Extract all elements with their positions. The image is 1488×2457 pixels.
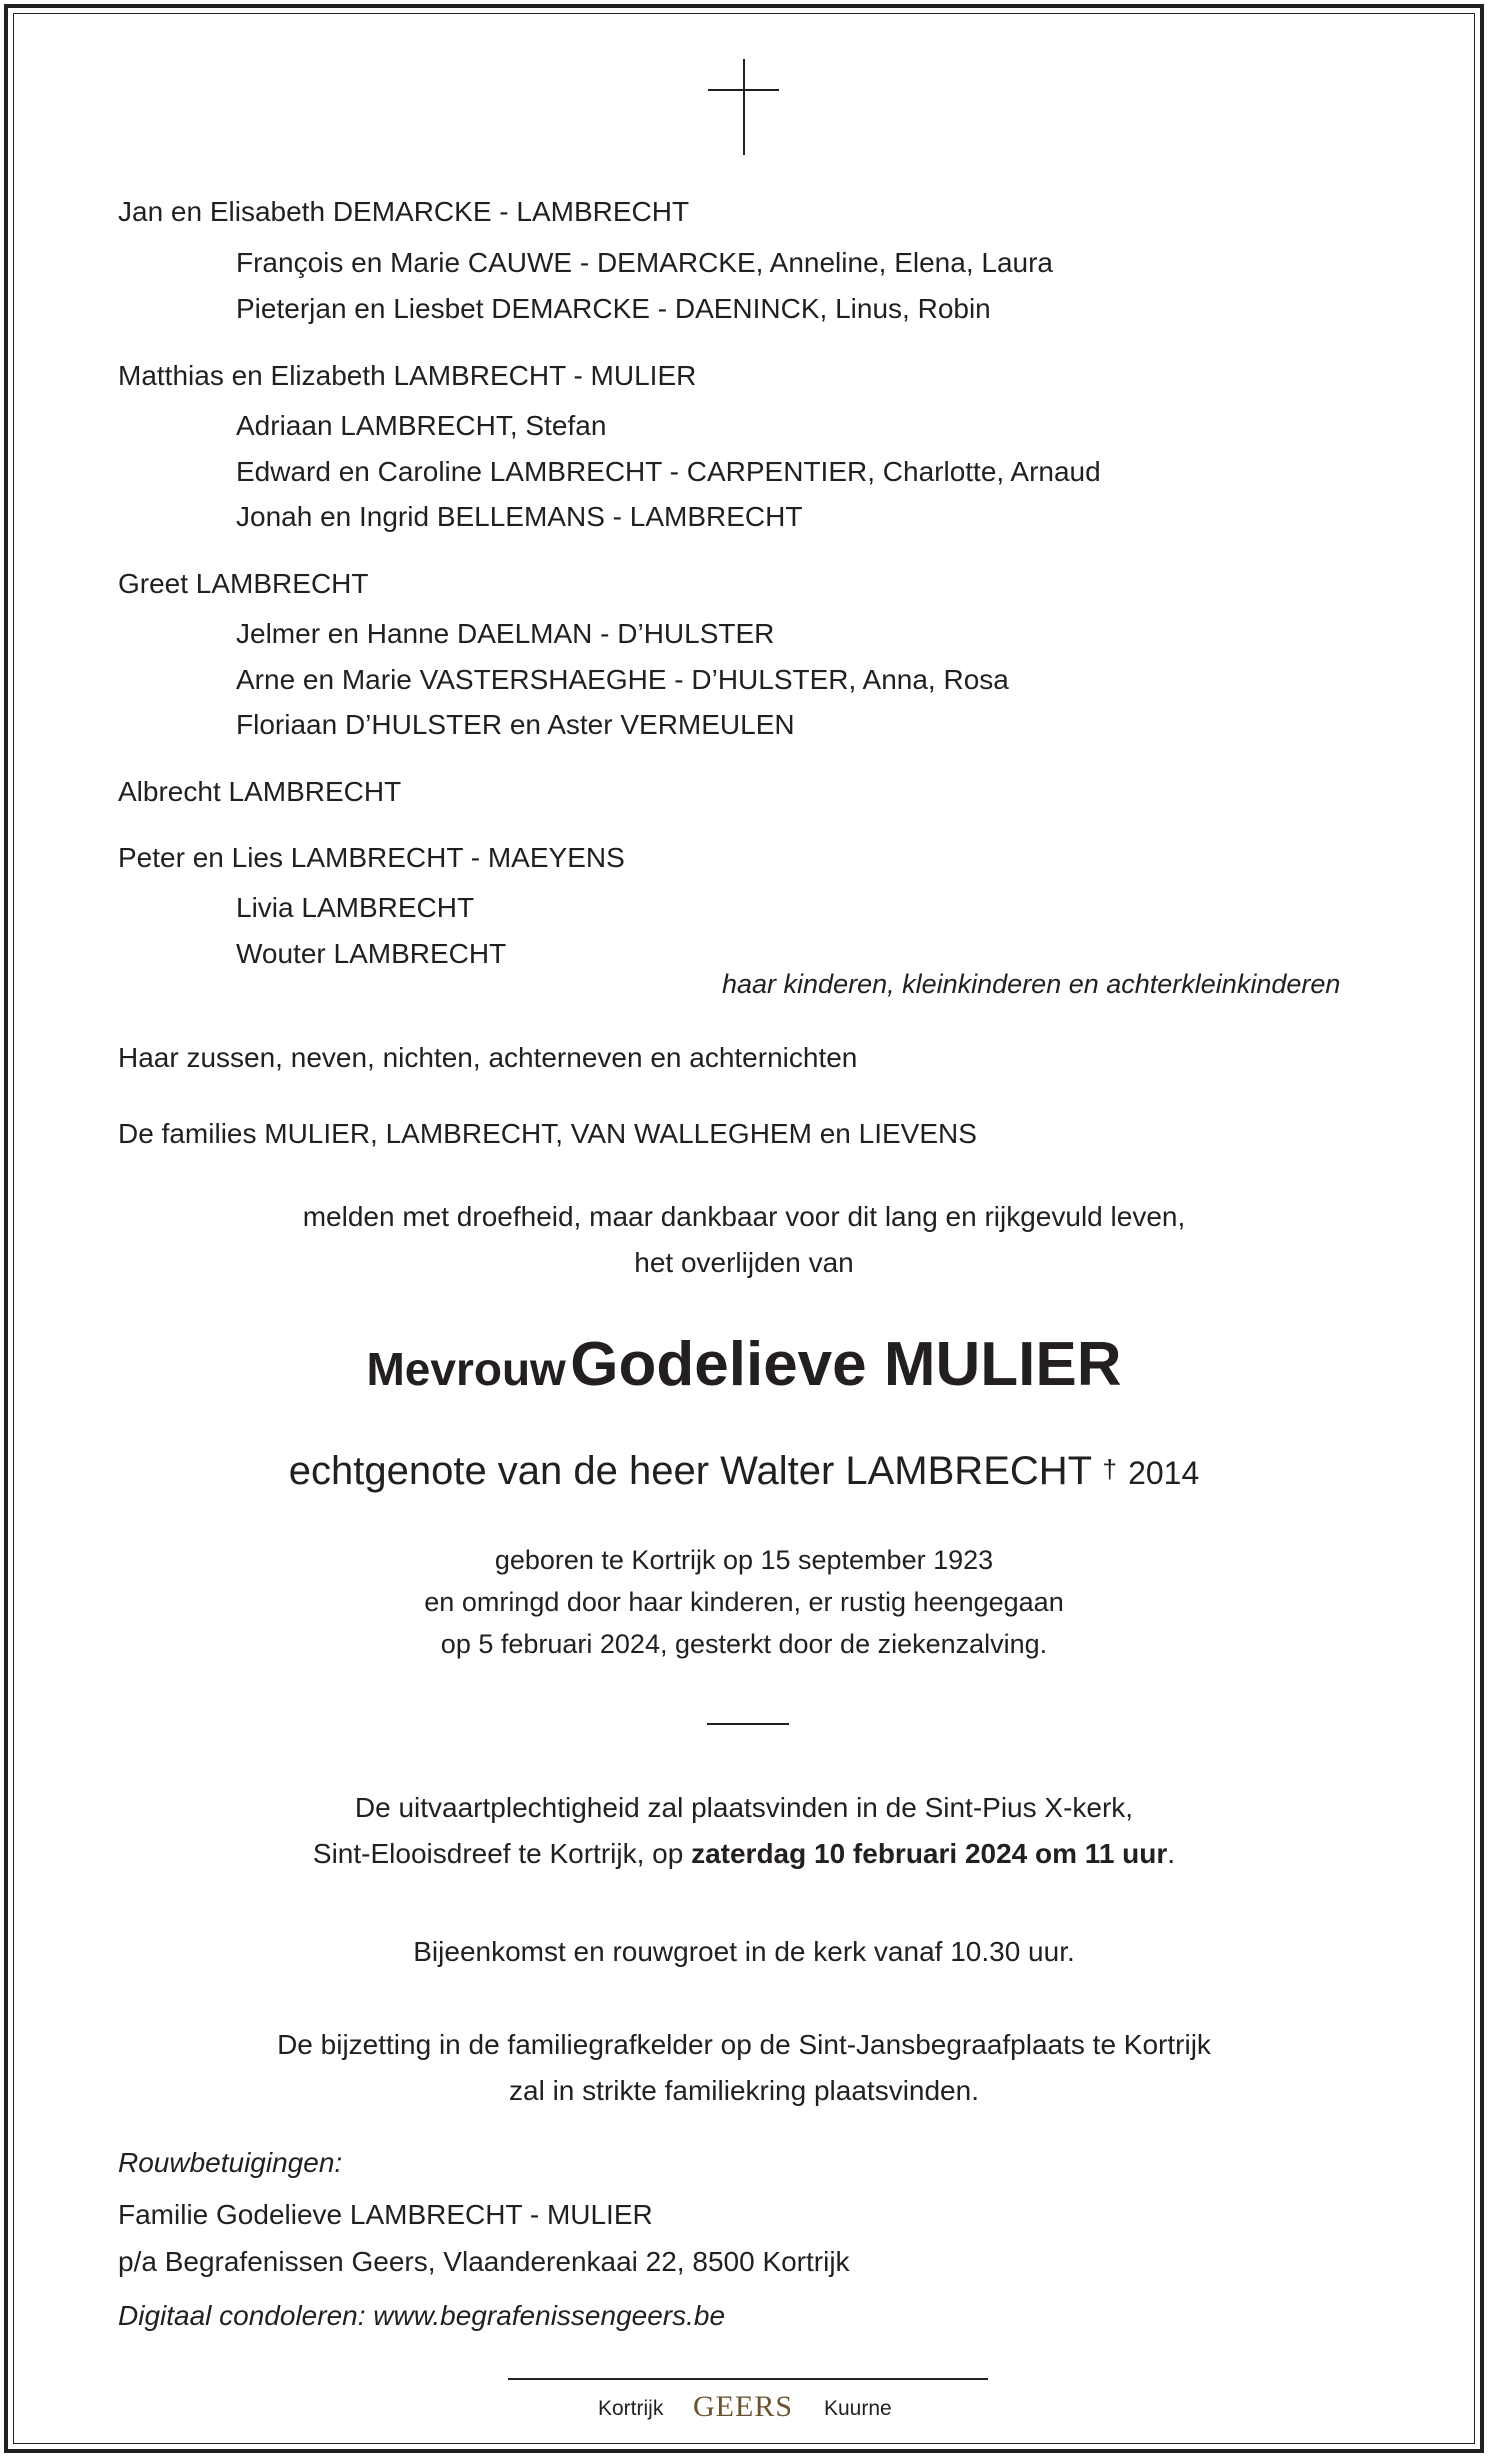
relation-caption: haar kinderen, kleinkinderen en achterkleinkinderen — [722, 969, 1341, 999]
footer-location-left: Kortrijk — [598, 2397, 664, 2420]
deceased-title: Mevrouw — [366, 1343, 566, 1395]
footer-divider — [508, 2378, 988, 2380]
footer-location-right: Kuurne — [824, 2397, 892, 2420]
bio-line: geboren te Kortrijk op 15 september 1923 — [494, 1545, 994, 1575]
condolences-name: Familie Godelieve LAMBRECHT - MULIER — [118, 2199, 653, 2230]
family-head: Albrecht LAMBRECHT — [118, 776, 402, 807]
family-head: Greet LAMBRECHT — [118, 568, 369, 599]
family-child: François en Marie CAUWE - DEMARCKE, Anneline, Elena, Laura — [236, 247, 1053, 278]
bio-line: en omringd door haar kinderen, er rustig heengegaan — [424, 1587, 1064, 1617]
funeral-period: . — [1167, 1838, 1176, 1869]
family-child: Arne en Marie VASTERSHAEGHE - D’HULSTER, Anna, Rosa — [236, 664, 1009, 695]
condolences-address: p/a Begrafenissen Geers, Vlaanderenkaai 22, 8500 Kortrijk — [118, 2246, 850, 2277]
burial-line: De bijzetting in de familiegrafkelder op de Sint-Jansbegraafplaats te Kortrijk — [277, 2029, 1211, 2060]
bio-line: op 5 februari 2024, gesterkt door de ziekenzalving. — [440, 1629, 1048, 1659]
family-child: Pieterjan en Liesbet DEMARCKE - DAENINCK, Linus, Robin — [236, 293, 991, 324]
family-child: Livia LAMBRECHT — [236, 892, 475, 923]
family-child: Edward en Caroline LAMBRECHT - CARPENTIER, Charlotte, Arnaud — [236, 456, 1101, 487]
family-head: Peter en Lies LAMBRECHT - MAEYENS — [118, 842, 625, 873]
deceased-name — [0, 1320, 1488, 1426]
family-child: Jelmer en Hanne DAELMAN - D’HULSTER — [236, 618, 775, 649]
funeral-line: De uitvaartplechtigheid zal plaatsvinden in de Sint-Pius X-kerk, — [354, 1792, 1134, 1823]
deceased-full-name: Godelieve MULIER — [570, 1330, 1122, 1399]
announcement-line: het overlijden van — [634, 1247, 854, 1278]
burial-line: zal in strikte familiekring plaatsvinden. — [509, 2075, 979, 2106]
condolences-label: Rouwbetuigingen: — [118, 2147, 343, 2178]
family-child: Adriaan LAMBRECHT, Stefan — [236, 410, 607, 441]
short-divider — [707, 1723, 789, 1725]
gathering-line: Bijeenkomst en rouwgroet in de kerk vanaf 10.30 uur. — [413, 1936, 1075, 1967]
dagger-icon: † — [1102, 1454, 1117, 1484]
brand-logo: GEERS — [693, 2390, 794, 2423]
family-child: Floriaan D’HULSTER en Aster VERMEULEN — [236, 709, 795, 740]
relatives-line: Haar zussen, neven, nichten, achterneven en achternichten — [118, 1042, 858, 1073]
family-head: Matthias en Elizabeth LAMBRECHT - MULIER — [118, 360, 697, 391]
family-head: Jan en Elisabeth DEMARCKE - LAMBRECHT — [118, 196, 690, 227]
funeral-line-2 — [0, 1834, 1488, 1874]
funeral-place: Sint-Elooisdreef te Kortrijk, op — [312, 1838, 692, 1869]
funeral-datetime: zaterdag 10 februari 2024 om 11 uur — [691, 1838, 1168, 1869]
families-line: De families MULIER, LAMBRECHT, VAN WALLEGHEM en LIEVENS — [118, 1118, 977, 1149]
spouse-line — [0, 1441, 1488, 1501]
spouse-text: echtgenote van de heer Walter LAMBRECHT — [288, 1449, 1092, 1493]
family-child: Wouter LAMBRECHT — [236, 938, 507, 969]
spouse-death-year: 2014 — [1128, 1455, 1200, 1491]
digital-condolences-link[interactable]: Digitaal condoleren: www.begrafenissengeers.be — [118, 2300, 726, 2331]
family-child: Jonah en Ingrid BELLEMANS - LAMBRECHT — [236, 501, 803, 532]
announcement-line: melden met droefheid, maar dankbaar voor dit lang en rijkgevuld leven, — [302, 1201, 1186, 1232]
